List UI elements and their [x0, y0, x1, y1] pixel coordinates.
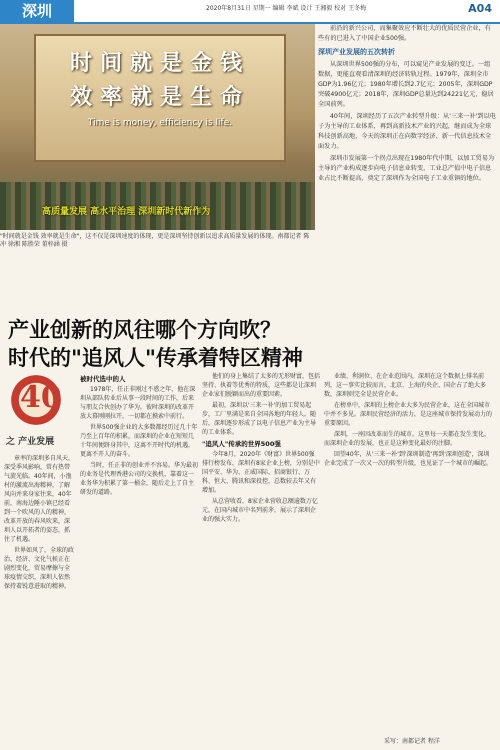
column-paragraph: 今年8月，2020年《财富》世界500强排行榜发布，深圳有8家企业上榜，分别是中国平安、华为、正威国际、招商银行、万科、恒大、腾讯和深投控，总数较去年又有增加。: [202, 451, 320, 494]
left-paragraph: 章率的深圳多自风天，深受季风影响，常有热带气旋光临。40年间，小渔村的激流出海精神，了解风向并来身家往来，40年前，南海边陲小镇已经看到一个吹风的人的精神，改革开放的春风吹来，深圳人以开拓者的姿态，抓住了机遇。: [4, 455, 75, 543]
column-paragraph: 在榜单中，深圳的上榜企业大多为民营企业，这在全国城市中并不多见。深圳民营经济的活力，是这座城市保持发展动力的重要原因。: [324, 402, 493, 427]
column-paragraph: 从总营收看，8家企业营收总额逾数万亿元，在国内城市中名列前茅，展示了深圳企业的强大实力。: [202, 498, 318, 523]
slogan-sign: [34, 34, 286, 162]
sidebar-paragraph: 深圳市发展第一个拐点出现在1980年代中期，以加工贸易为主导的产业构成逐步向电子信息业转变，工业总产值中电子信息业占比不断提高，奠定了深圳作为全国电子工业重镇的地位。: [318, 155, 495, 182]
section-tag: 深圳: [0, 0, 74, 22]
photo-caption: "时间就是金钱 效率就是生命"，这不仅是深圳速度的体现，更是深圳坚持创新以追求高质量发展的体现。南都记者 陈冲 徐湘 陈胜荣 董梓涵 摄: [0, 233, 310, 248]
column-paragraph: 最初，深圳以'三来一补'的加工贸易起步，工厂里满是来自全国各地的年轻人。随后，深圳逐步形成了以电子信息产业为主导的工业体系。: [202, 402, 317, 436]
logo-label: 之 产业发展: [6, 437, 55, 447]
column-heading: 被时代选中的人: [80, 375, 126, 383]
sign-line-1: 时间就是金钱: [69, 50, 250, 76]
sidebar-article: [318, 24, 496, 324]
column-paragraph: 1978年，任正非刚过不惑之年，他在深圳从部队转业后从事一段时间的工作，后来与朋友合伙创办了华为。彼时深圳的改革开放大幕刚刚拉开，一切都在摸索中前行。: [80, 386, 196, 420]
photo-overlay-text: 高质量发展 高水平治理 深圳新时代新作为: [42, 207, 211, 217]
headline-line-2: 时代的"追风人"传承着特区精神: [8, 346, 303, 370]
body-column-3: [324, 372, 494, 748]
byline: 采写：南都记者 程洋: [384, 738, 440, 745]
sidebar-paragraph: 前沿的新兴公司，而集聚效应不断壮大的优质民营企业，有些有的已进入了中国企业500强。: [318, 25, 491, 42]
logo-number: 40: [20, 380, 62, 415]
left-column: [0, 370, 75, 750]
sidebar-subhead: 深圳产业发展的五次转折: [318, 48, 395, 56]
headline-line-1: 产业创新的风往哪个方向吹？: [8, 318, 281, 342]
date-line: 2020年8月31日 星期一 编辑 李斌 设计 王湘毅 校对 王冬梅: [206, 5, 367, 12]
body-column-1: [80, 372, 198, 748]
column-paragraph: 他们的身上集结了太多的无形财富，包括坚持、执着等优秀的特质，这些都是让深圳企业家们脱颖而出的重要因素。: [202, 373, 320, 398]
page-header: [0, 0, 500, 22]
sidebar-paragraph: 从深圳世界500强的分布，可以窥见产业发展的变迁。一组数据，更能直观看清深圳的经济转轨过程。1979年，深圳全市GDP为1.96亿元；1980年增长到2.7亿元；2005年，深圳GDP突破4900亿元；2018年，深圳GDP总量达到24221亿元，稳居全国前列。: [318, 61, 494, 108]
column-paragraph: 世界500强企业的大多数都经历过几十年乃至上百年的积累，而深圳的企业在短短几十年间便跻身其中，这离不开时代的机遇，更离不开人的奋斗。: [80, 424, 198, 458]
column-paragraph: 当时，任正非的创业并不容易。华为最初的业务是代理香港公司的交换机，靠着这一业务华为积累了第一桶金，随后走上了自主研发的道路。: [80, 462, 198, 496]
page-number: A04: [468, 2, 492, 15]
left-paragraph: 世界如风了，全球的政治、经济、文化气候正在剧烈变化，贸易摩擦与全球疫情交织，深圳人依然保持着锐意进取的精神。: [4, 547, 75, 590]
sidebar-paragraph: 40年间，深圳经历了五次产业转型升级：从'三来一补'到以电子为主导的工业体系，再到高新技术产业的兴起，继而成为全球科技创新高地，今天的深圳正在向数字经济、新一代信息技术全面发力。: [318, 113, 496, 150]
lead-photo: [0, 24, 315, 230]
column-paragraph: 业绩、利润位、在企业范围内，深圳在这个数据上排名前列，这一事实比较而言，北京、上海的央企、国企占了绝大多数，深圳则完全是民营企业。: [324, 373, 487, 398]
main-headline: [8, 316, 492, 372]
anniversary-logo: [6, 370, 66, 430]
left-intro-text: [4, 454, 74, 593]
body-column-2: [202, 372, 320, 748]
sign-english: Time is money, efficiency is life.: [87, 118, 233, 128]
column-paragraph: 深圳，一座因改革而生的城市。这里每一天都在发生变化，而深圳企业的发展，也正是这种变化最好的注脚。: [324, 431, 491, 447]
column-subheading: "追风人"传承的世界500强: [202, 440, 281, 448]
sign-line-2: 效率就是生命: [69, 84, 250, 110]
column-paragraph: 回望40年，从'三来一补'到'深圳制造'再到'深圳创造'，深圳企业完成了一次又一次的转型升级，也见证了一个城市的崛起。: [324, 451, 493, 467]
